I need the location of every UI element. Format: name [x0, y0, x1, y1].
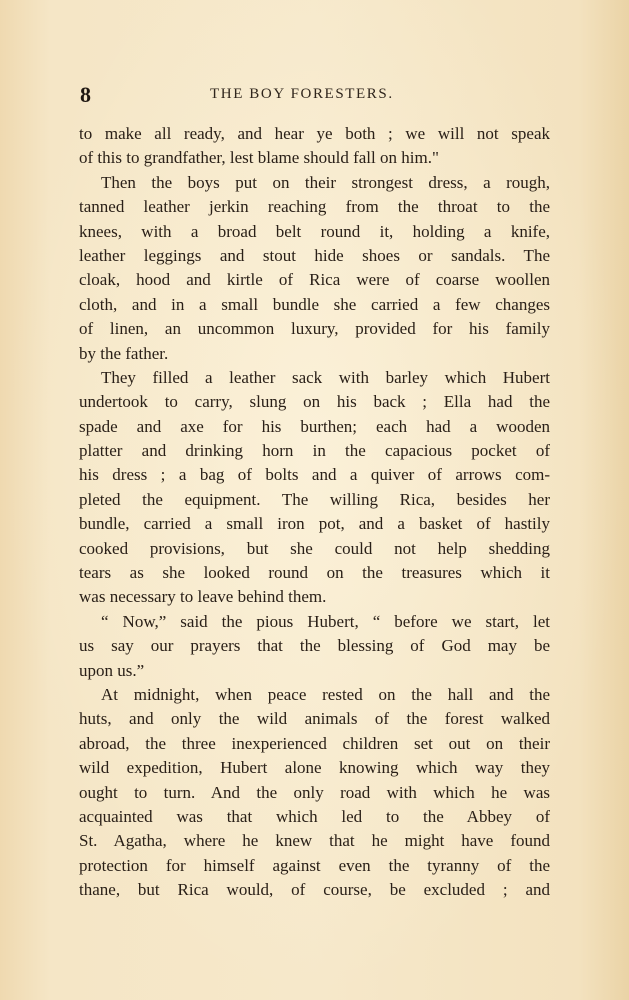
text-line: pleted the equipment. The willing Rica, besides her	[79, 489, 550, 509]
text-line: was necessary to leave behind them.	[79, 587, 327, 607]
body-text	[79, 122, 550, 903]
text-line: acquainted was that which led to the Abbey of	[79, 806, 550, 826]
text-line: spade and axe for his burthen; each had a wooden	[79, 416, 550, 436]
text-line: “ Now,” said the pious Hubert, “ before we start, let	[101, 611, 550, 631]
text-line: of linen, an uncommon luxury, provided for his family	[79, 319, 550, 339]
text-line: platter and drinking horn in the capacious pocket of	[79, 441, 550, 461]
text-line: of this to grandfather, lest blame should fall on him."	[79, 148, 439, 168]
text-line: cooked provisions, but she could not help shedding	[79, 538, 550, 558]
text-line: tanned leather jerkin reaching from the throat to the	[79, 197, 550, 217]
text-line: cloth, and in a small bundle she carried a few changes	[79, 294, 550, 314]
text-line: to make all ready, and hear ye both ; we will not speak	[79, 124, 550, 143]
text-line: At midnight, when peace rested on the hall and the	[101, 684, 550, 704]
page-header	[80, 82, 550, 106]
text-line: knees, with a broad belt round it, holding a knife,	[79, 221, 550, 241]
running-head: THE BOY FORESTERS.	[210, 86, 394, 102]
text-line: ought to turn. And the only road with which he was	[79, 782, 550, 802]
text-line: cloak, hood and kirtle of Rica were of coarse woollen	[79, 270, 550, 290]
text-line: protection for himself against even the tyranny of the	[79, 855, 550, 875]
text-line: bundle, carried a small iron pot, and a basket of hastily	[79, 514, 550, 534]
text-line: Then the boys put on their strongest dress, a rough,	[101, 172, 550, 192]
text-line: upon us.”	[79, 660, 145, 680]
text-line: leather leggings and stout hide shoes or sandals. The	[79, 245, 550, 265]
text-line: wild expedition, Hubert alone knowing which way they	[79, 758, 550, 778]
text-line: huts, and only the wild animals of the forest walked	[79, 709, 550, 729]
text-line: They filled a leather sack with barley which Hubert	[101, 367, 550, 387]
text-line: St. Agatha, where he knew that he might have found	[79, 831, 550, 851]
text-line: his dress ; a bag of bolts and a quiver of arrows com-	[79, 465, 550, 485]
text-line: tears as she looked round on the treasures which it	[79, 563, 550, 583]
text-line: undertook to carry, slung on his back ; Ella had the	[79, 392, 550, 412]
text-line: abroad, the three inexperienced children set out on their	[79, 733, 550, 753]
text-line: by the father.	[79, 343, 169, 363]
page-number: 8	[80, 82, 91, 107]
text-line: thane, but Rica would, of course, be excluded ; and	[79, 880, 550, 900]
text-line: us say our prayers that the blessing of God may be	[79, 636, 550, 656]
